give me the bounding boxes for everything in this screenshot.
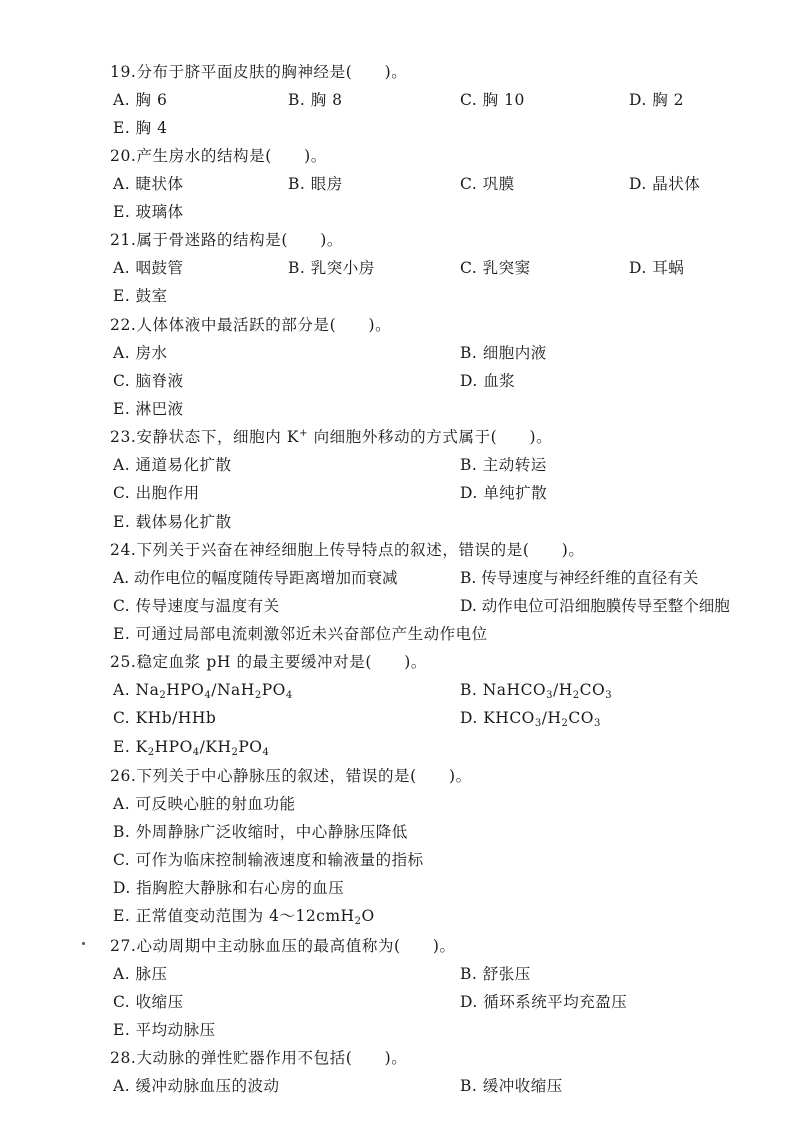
option-a: A. 脉压 — [113, 965, 168, 983]
formula-text: HPO — [154, 738, 193, 756]
options-row — [0, 451, 800, 479]
option-c: C. 出胞作用 — [113, 484, 200, 502]
option-c: C. 传导速度与温度有关 — [113, 597, 280, 615]
option-e: E. 鼓室 — [113, 287, 168, 305]
question-26 — [0, 762, 800, 790]
question-25 — [0, 648, 800, 676]
formula-text: /H — [541, 709, 562, 727]
options-row — [0, 874, 800, 902]
subscript: 3 — [546, 690, 554, 701]
option-a: A. 睫状体 — [113, 175, 184, 193]
options-row — [0, 790, 800, 818]
option-d: D. 动作电位可沿细胞膜传导至整个细胞 — [460, 597, 730, 615]
question-stem — [110, 423, 552, 451]
formula-text: CO — [579, 681, 606, 699]
options-row — [0, 704, 800, 732]
options-row — [0, 508, 800, 536]
subscript: 2 — [147, 747, 155, 758]
option-d: D. 单纯扩散 — [460, 484, 548, 502]
subscript: 2 — [561, 718, 569, 729]
option-d: D. 晶状体 — [629, 175, 701, 193]
option-c: C. 巩膜 — [460, 175, 515, 193]
option-a: A. 咽鼓管 — [113, 259, 184, 277]
options-row — [0, 988, 800, 1016]
option-b: B. 细胞内液 — [460, 344, 547, 362]
formula-text: A. Na — [113, 681, 160, 699]
option-b: B. 舒张压 — [460, 965, 531, 983]
formula-text: CO — [568, 709, 594, 727]
options-row — [0, 254, 800, 282]
options-row — [0, 339, 800, 367]
formula-text: PO — [261, 681, 286, 699]
question-20 — [0, 142, 800, 170]
question-stem: 22.人体体液中最活跃的部分是( )。 — [110, 316, 392, 334]
formula-text: /KH — [199, 738, 232, 756]
question-21 — [0, 226, 800, 254]
option-d: D. 循环系统平均充盈压 — [460, 993, 628, 1011]
subscript: 2 — [572, 690, 580, 701]
option-e — [113, 902, 375, 930]
subscript: 4 — [285, 690, 293, 701]
question-28 — [0, 1044, 800, 1072]
option-b: B. 胸 8 — [288, 91, 343, 109]
option-a: A. 胸 6 — [113, 91, 168, 109]
options-row — [0, 818, 800, 846]
options-row — [0, 282, 800, 310]
option-b — [460, 676, 612, 704]
stem-text: 向细胞外移动的方式属于( )。 — [308, 428, 553, 446]
subscript: 2 — [354, 916, 362, 927]
option-b: B. 外周静脉广泛收缩时，中心静脉压降低 — [113, 823, 408, 841]
options-row — [0, 395, 800, 423]
subscript: 4 — [262, 747, 270, 758]
option-e: E. 载体易化扩散 — [113, 513, 232, 531]
subscript: 4 — [204, 690, 212, 701]
subscript: 2 — [254, 690, 262, 701]
question-22 — [0, 311, 800, 339]
option-a — [113, 676, 293, 704]
option-d: D. 血浆 — [460, 372, 516, 390]
question-24 — [0, 536, 800, 564]
option-e: E. 平均动脉压 — [113, 1021, 216, 1039]
options-row — [0, 676, 800, 704]
options-row — [0, 1016, 800, 1044]
option-a: A. 动作电位的幅度随传导距离增加而衰减 — [113, 569, 398, 587]
question-27 — [0, 932, 800, 960]
option-b: B. 传导速度与神经纤维的直径有关 — [460, 569, 699, 587]
subscript: 3 — [605, 690, 613, 701]
subscript: 3 — [534, 718, 542, 729]
question-23 — [0, 423, 800, 451]
options-row — [0, 846, 800, 874]
stem-text: 23.安静状态下，细胞内 K — [110, 428, 300, 446]
formula-text: D. KHCO — [460, 709, 535, 727]
question-stem: 28.大动脉的弹性贮器作用不包括( )。 — [110, 1049, 408, 1067]
formula-text: E. K — [113, 738, 148, 756]
formula-text: PO — [238, 738, 263, 756]
options-row — [0, 620, 800, 648]
formula-text: HPO — [166, 681, 205, 699]
options-row — [0, 114, 800, 142]
options-row — [0, 960, 800, 988]
options-row — [0, 479, 800, 507]
option-c: C. 可作为临床控制输液速度和输液量的指标 — [113, 851, 424, 869]
options-row — [0, 564, 800, 592]
option-d: D. 耳蜗 — [629, 259, 685, 277]
options-row — [0, 902, 800, 930]
option-a: A. 通道易化扩散 — [113, 456, 232, 474]
subscript: 2 — [159, 690, 167, 701]
options-row — [0, 367, 800, 395]
options-row — [0, 170, 800, 198]
option-d: D. 指胸腔大静脉和右心房的血压 — [113, 879, 345, 897]
options-row — [0, 86, 800, 114]
subscript: 4 — [192, 747, 200, 758]
option-d — [460, 704, 601, 732]
question-stem: 21.属于骨迷路的结构是( )。 — [110, 231, 343, 249]
superscript: + — [299, 428, 309, 439]
option-c: C. KHb/HHb — [113, 709, 217, 727]
question-stem: 27.心动周期中主动脉血压的最高值称为( )。 — [110, 937, 456, 955]
option-e — [113, 733, 269, 761]
option-c: C. 乳突窦 — [460, 259, 531, 277]
option-e: E. 胸 4 — [113, 119, 168, 137]
option-c: C. 胸 10 — [460, 91, 525, 109]
option-b: B. 乳突小房 — [288, 259, 375, 277]
option-b: B. 缓冲收缩压 — [460, 1077, 563, 1095]
question-stem: 19.分布于脐平面皮肤的胸神经是( )。 — [110, 63, 408, 81]
formula-text: /H — [553, 681, 573, 699]
option-text: E. 正常值变动范围为 4～12cmH — [113, 907, 355, 925]
option-d: D. 胸 2 — [629, 91, 685, 109]
question-stem: 24.下列关于兴奋在神经细胞上传导特点的叙述，错误的是( )。 — [110, 541, 585, 559]
option-e: E. 玻璃体 — [113, 203, 184, 221]
option-a: A. 可反映心脏的射血功能 — [113, 795, 296, 813]
option-a: A. 缓冲动脉血压的波动 — [113, 1077, 280, 1095]
option-b: B. 眼房 — [288, 175, 343, 193]
formula-text: /NaH — [211, 681, 255, 699]
options-row — [0, 198, 800, 226]
options-row — [0, 733, 800, 761]
option-e: E. 可通过局部电流刺激邻近未兴奋部位产生动作电位 — [113, 625, 488, 643]
subscript: 3 — [593, 718, 601, 729]
option-c: C. 脑脊液 — [113, 372, 184, 390]
option-c: C. 收缩压 — [113, 993, 184, 1011]
options-row — [0, 1072, 800, 1100]
option-a: A. 房水 — [113, 344, 168, 362]
options-row — [0, 592, 800, 620]
option-b: B. 主动转运 — [460, 456, 547, 474]
option-text: O — [361, 907, 375, 925]
formula-text: B. NaHCO — [460, 681, 547, 699]
question-19 — [0, 58, 800, 86]
question-stem: 20.产生房水的结构是( )。 — [110, 147, 327, 165]
question-stem: 25.稳定血浆 pH 的最主要缓冲对是( )。 — [110, 653, 427, 671]
option-e: E. 淋巴液 — [113, 400, 184, 418]
question-stem: 26.下列关于中心静脉压的叙述，错误的是( )。 — [110, 767, 472, 785]
subscript: 2 — [231, 747, 239, 758]
